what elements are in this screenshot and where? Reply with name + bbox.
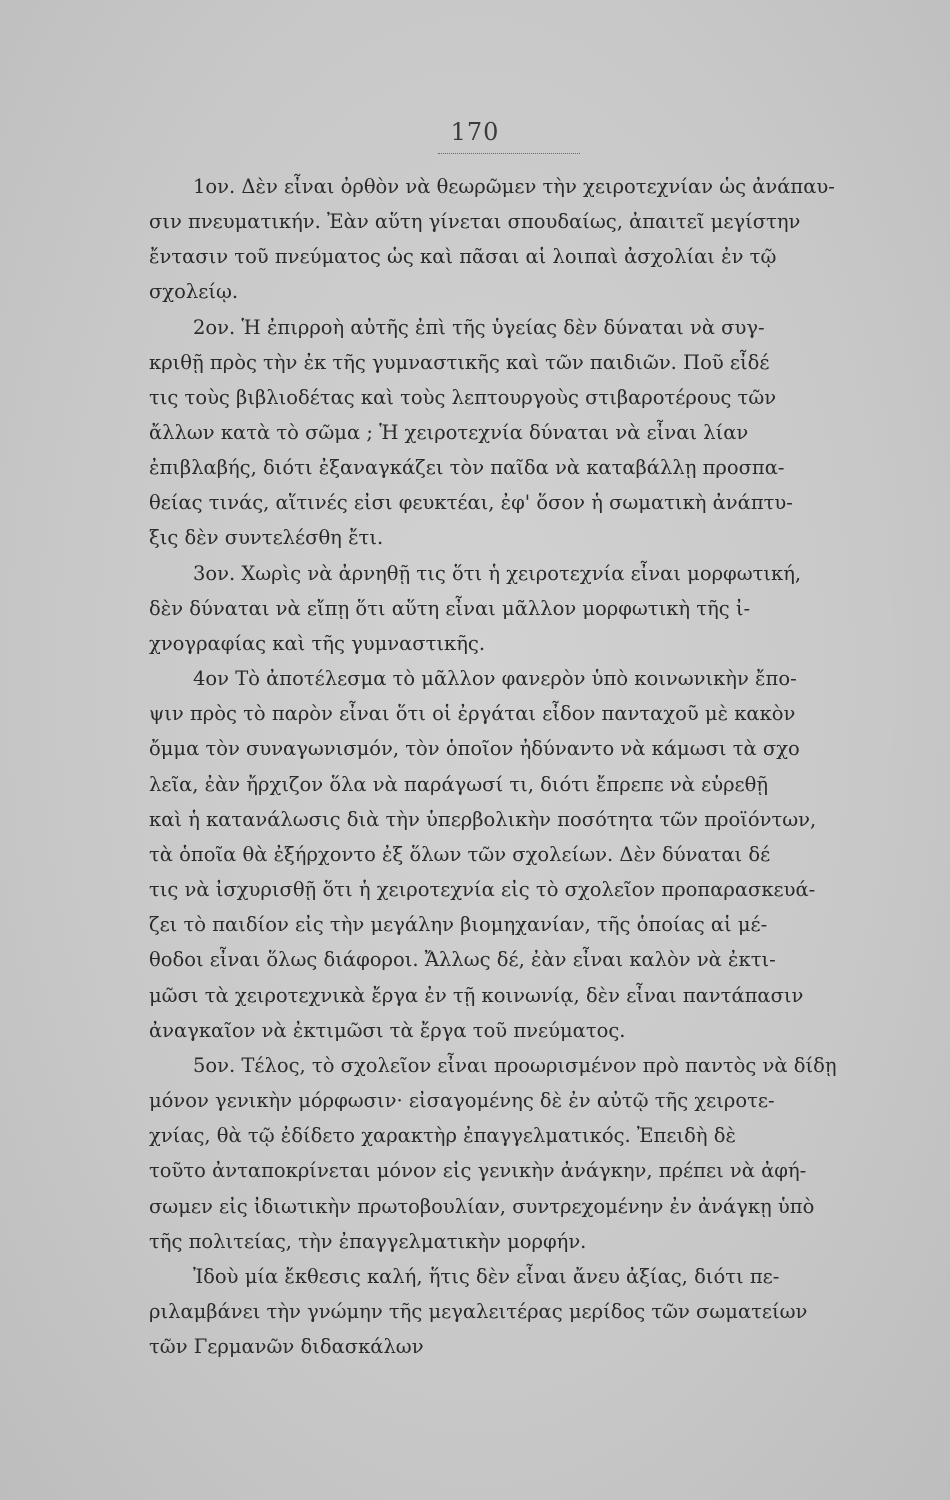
- text-line: θείας τινάς, αἵτινές εἰσι φευκτέαι, ἐφ' ὅσον ἡ σωματικὴ ἀνάπτυ-: [149, 491, 793, 514]
- text-line: λεῖα, ἐὰν ἤρχιζον ὅλα νὰ παράγωσί τι, διότι ἔπρεπε νὰ εὑρεθῇ: [149, 773, 769, 796]
- text-line: καὶ ἡ κατανάλωσις διὰ τὴν ὑπερβολικὴν ποσότητα τῶν προϊόντων,: [149, 808, 817, 831]
- text-line: ἀναγκαῖον νὰ ἐκτιμῶσι τὰ ἔργα τοῦ πνεύματος.: [149, 1019, 626, 1042]
- text-line: δὲν δύναται νὰ εἴπῃ ὅτι αὕτη εἶναι μᾶλλον μορφωτικὴ τῆς ἰ-: [149, 597, 751, 620]
- text-line: Ἰδοὺ μία ἔκθεσις καλή, ἥτις δὲν εἶναι ἄνευ ἀξίας, διότι πε-: [193, 1265, 780, 1288]
- text-line: ριλαμβάνει τὴν γνώμην τῆς μεγαλειτέρας μερίδος τῶν σωματείων: [149, 1300, 808, 1323]
- text-line: τις τοὺς βιβλιοδέτας καὶ τοὺς λεπτουργοὺς στιβαροτέρους τῶν: [149, 386, 777, 409]
- text-line: σωμεν εἰς ἰδιωτικὴν πρωτοβουλίαν, συντρεχομένην ἐν ἀνάγκῃ ὑπὸ: [149, 1195, 815, 1218]
- page-number: 170: [450, 118, 500, 146]
- text-line: 4ον Τὸ ἀποτέλεσμα τὸ μᾶλλον φανερὸν ὑπὸ κοινωνικὴν ἔπο-: [193, 667, 797, 690]
- text-line: ξις δὲν συντελέσθη ἔτι.: [149, 526, 384, 549]
- text-line: ζει τὸ παιδίον εἰς τὴν μεγάλην βιομηχανίαν, τῆς ὁποίας αἱ μέ-: [149, 913, 768, 936]
- text-line: τὰ ὁποῖα θὰ ἐξήρχοντο ἐξ ὅλων τῶν σχολείων. Δὲν δύναται δέ: [149, 843, 771, 866]
- text-line: θοδοι εἶναι ὅλως διάφοροι. Ἄλλως δέ, ἐὰν εἶναι καλὸν νὰ ἐκτι-: [149, 948, 776, 971]
- text-line: χνογραφίας καὶ τῆς γυμναστικῆς.: [149, 632, 486, 655]
- text-line: 2ον. Ἡ ἐπιρροὴ αὐτῆς ἐπὶ τῆς ὑγείας δὲν δύναται νὰ συγ-: [193, 316, 765, 339]
- body-text: [0, 171, 950, 1491]
- text-line: σιν πνευματικήν. Ἐὰν αὕτη γίνεται σπουδαίως, ἀπαιτεῖ μεγίστην: [149, 210, 801, 233]
- text-line: ἄλλων κατὰ τὸ σῶμα ; Ἡ χειροτεχνία δύναται νὰ εἶναι λίαν: [149, 421, 749, 444]
- text-line: τῶν Γερμανῶν διδασκάλων: [149, 1335, 424, 1358]
- text-line: ψιν πρὸς τὸ παρὸν εἶναι ὅτι οἱ ἐργάται εἶδον πανταχοῦ μὲ κακὸν: [149, 702, 796, 725]
- text-line: ἐπιβλαβής, διότι ἐξαναγκάζει τὸν παῖδα νὰ καταβάλλῃ προσπα-: [149, 456, 785, 479]
- page-number-rule: [438, 153, 580, 154]
- text-line: ἔντασιν τοῦ πνεύματος ὡς καὶ πᾶσαι αἱ λοιπαὶ ἀσχολίαι ἐν τῷ: [149, 245, 777, 268]
- text-line: μόνον γενικὴν μόρφωσιν· εἰσαγομένης δὲ ἐν αὐτῷ τῆς χειροτε-: [149, 1089, 775, 1112]
- text-line: κριθῇ πρὸς τὴν ἐκ τῆς γυμναστικῆς καὶ τῶν παιδιῶν. Ποῦ εἶδέ: [149, 351, 770, 374]
- text-line: 5ον. Τέλος, τὸ σχολεῖον εἶναι προωρισμένον πρὸ παντὸς νὰ δίδῃ: [193, 1054, 837, 1077]
- text-line: τις νὰ ἰσχυρισθῇ ὅτι ἡ χειροτεχνία εἰς τὸ σχολεῖον προπαρασκευά-: [149, 878, 816, 901]
- text-line: τοῦτο ἀνταποκρίνεται μόνον εἰς γενικὴν ἀνάγκην, πρέπει νὰ ἀφή-: [149, 1159, 807, 1182]
- text-line: τῆς πολιτείας, τὴν ἐπαγγελματικὴν μορφήν.: [149, 1230, 587, 1253]
- text-line: ὄμμα τὸν συναγωνισμόν, τὸν ὁποῖον ἠδύναντο νὰ κάμωσι τὰ σχο: [149, 737, 800, 760]
- text-line: 1ον. Δὲν εἶναι ὀρθὸν νὰ θεωρῶμεν τὴν χειροτεχνίαν ὡς ἀνάπαυ-: [193, 175, 835, 198]
- text-line: σχολείῳ.: [149, 280, 239, 303]
- text-line: χνίας, θὰ τῷ ἐδίδετο χαρακτὴρ ἐπαγγελματικός. Ἐπειδὴ δὲ: [149, 1124, 736, 1147]
- text-line: μῶσι τὰ χειροτεχνικὰ ἔργα ἐν τῇ κοινωνίᾳ, δὲν εἶναι παντάπασιν: [149, 984, 804, 1007]
- text-line: 3ον. Χωρὶς νὰ ἀρνηθῇ τις ὅτι ἡ χειροτεχνία εἶναι μορφωτική,: [193, 562, 802, 585]
